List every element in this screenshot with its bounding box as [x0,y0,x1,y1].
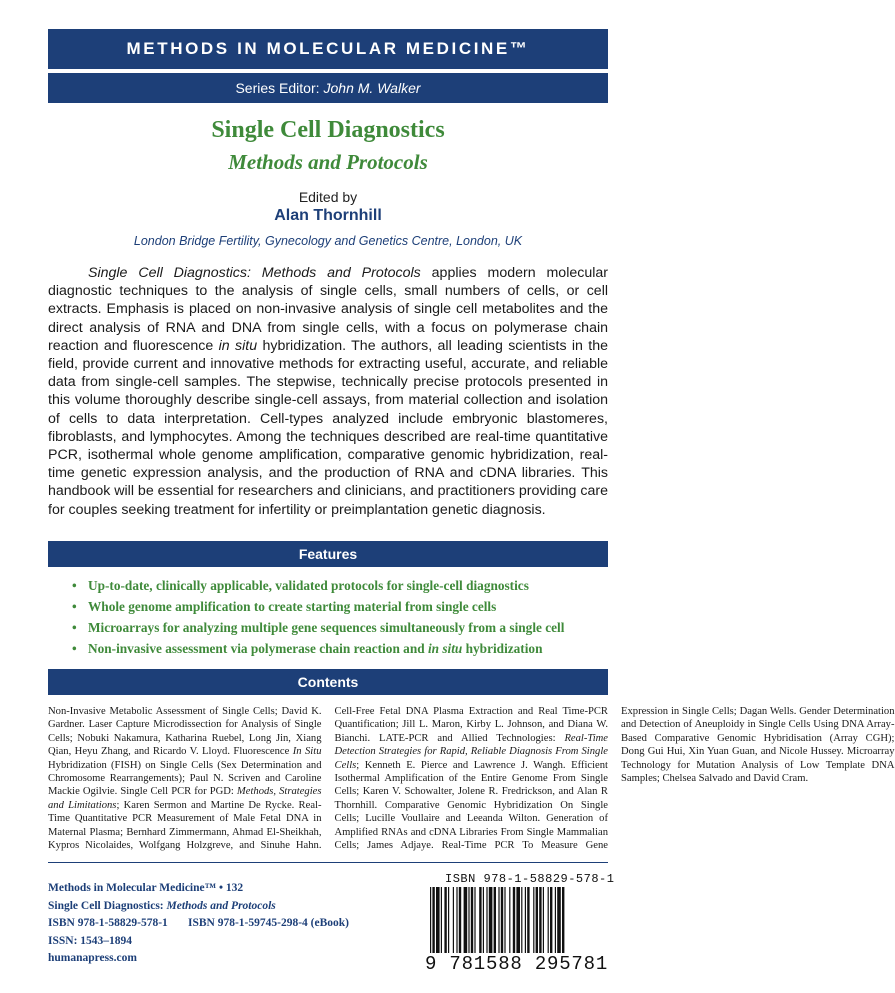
description-in-situ: in situ [218,337,258,354]
series-editor-bar [48,73,608,103]
book-title: Single Cell Diagnostics [211,117,445,143]
description-title: Single Cell Diagnostics: Methods and Protocols [88,265,421,281]
divider [48,862,608,863]
feature-item: • Microarrays for analyzing multiple gene sequences simultaneously from a single cell [72,617,602,638]
description-part1: applies modern molecular diagnostic techniques to the analysis of single cells, small numbers of cells, or cell extracts. Emphasis is placed on non-invasive analysis of single cell metabolites and the direct analysis of RNA and DNA from single cells, with a focus on polymerase chain reaction and fluorescence [48,265,608,354]
barcode-icon [428,887,610,953]
bullet-icon: • [72,599,77,614]
series-name: METHODS IN MOLECULAR MEDICINE™ [126,39,530,58]
features-heading-bar [48,541,608,567]
feature-item: • Whole genome amplification to create starting material from single cells [72,596,602,617]
series-volume: Methods in Molecular Medicine™ • 132 [48,882,244,894]
isbn-row [48,915,388,933]
features-list [72,575,602,659]
isbn-ebook: ISBN 978-1-59745-298-4 (eBook) [188,917,349,930]
bullet-icon: • [72,620,77,635]
series-editor-name: John M. Walker [323,80,421,96]
issn: ISSN: 1543–1894 [48,934,133,947]
barcode-isbn: ISBN 978-1-58829-578-1 [445,872,615,886]
feature-item: • Non-invasive assessment via polymerase chain reaction and in situ hybridization [72,638,602,659]
contents-text: Non-Invasive Metabolic Assessment of Single Cells; David K. Gardner. Laser Capture Microdissection for Analysis of Single Cells; Nobuki Nakamura, Katharina Ruebel, Long Jin, Xiang Qian, Heyu Zhang, and Ricardo V. Lloyd. Fluorescence In Situ Hybridization (FISH) on Single Cells (Sex Determination and Chromosome Rearrangements); Paul N. Scriven and Caroline Mackie Ogilvie. Single Cell PCR for PGD: Methods, Strategies and Limitations; Karen Sermon and Martine De Rycke. Real-Time Quantitative PCR Measurement of Male Fetal DNA in Maternal Plasma; Bernhard Zimmermann, Ahmad El-Sheikhah, Kypros Nicolaides, Wolfgang Holzgreve, and Sinuhe Hahn. Cell-Free Fetal DNA Plasma Extraction and Real Time-PCR Quantification; Jill L. Maron, Kirby L. Johnson, and Diana W. Bianchi. LATE-PCR and Allied Technologies: Real-Time Detection Strategies for Rapid, Reliable Diagnosis From Single Cells; Kenneth E. Pierce and Lawrence J. Wangh. Efficient Isothermal Amplification of the Entire Genome From Single Cells; Karen V. Schowalter, Jolene R. Fredrickson, and Alan R Thornhill. Comparative Genomic Hybridization On Single Cells; Lucille Voullaire and Leeanda Wilton. Generation of Amplified RNAs and cDNA Libraries From Single Mammalian Cells; James Adjaye. Real-Time PCR To Measure Gene Expression in Single Cells; Dagan Wells. Gender Determination and Detection of Aneuploidy in Single Cells Using DNA Array-Based Comparative Genomic Hybridisation (Array CGH); Dong Gui Hui, Xin Yuan Guan, and Nicole Hussey. Microarray Technology for Mutation Analysis of Low Template DNA Samples; Chelsea Salvado and David Cram. [48,706,895,852]
contents-heading-bar [48,669,608,695]
features-heading: Features [298,546,358,562]
editor-affiliation: London Bridge Fertility, Gynecology and Genetics Centre, London, UK [133,234,523,248]
contents-heading: Contents [297,674,359,690]
book-subtitle: Methods and Protocols [228,150,428,174]
publication-info [48,880,388,968]
bullet-icon: • [72,578,77,593]
series-banner [48,29,608,69]
series-editor-label: Series Editor: [235,80,320,96]
info-title: Single Cell Diagnostics: Methods and Protocols [48,899,276,912]
bullet-icon: • [72,641,77,656]
feature-item: • Up-to-date, clinically applicable, validated protocols for single-cell diagnostics [72,575,602,596]
isbn: ISBN 978-1-58829-578-1 [48,917,168,930]
barcode-number: 9 781588 295781 [425,953,609,975]
book-description [48,264,608,519]
book-editor: Alan Thornhill [274,207,382,224]
edited-by: Edited by [298,189,358,205]
description-part2: hybridization. The authors, all leading scientists in the field, provide current and innovative methods for extracting useful, accurate, and reliable data from single-cell samples. The stepwise, technically precise protocols presented in this volume thoroughly describe single-cell assays, from material collection and isolation of cells to data interpretation. Cell-types analyzed include embryonic blastomeres, fibroblasts, and lymphocytes. Among the techniques described are real-time quantitative PCR, isothermal whole genome amplification, comparative genomic hybridization, real-time genetic expression analysis, and the production of RNA and cDNA libraries. This handbook will be essential for researchers and clinicians, and practitioners providing care for couples seeking treatment for infertility or preimplantation genetic diagnosis. [48,337,608,518]
publisher-website: humanapress.com [48,952,137,965]
